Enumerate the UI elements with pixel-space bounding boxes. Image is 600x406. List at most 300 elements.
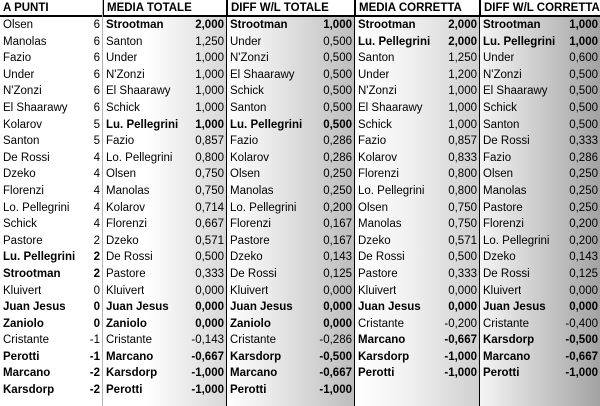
table-row [480, 349, 600, 366]
table-row [227, 133, 354, 150]
player-name: Schick [3, 218, 37, 231]
table-row [480, 233, 600, 250]
player-value: -0,667 [319, 367, 352, 380]
player-name: Dzeko [106, 234, 139, 247]
player-value: 0,800 [448, 168, 477, 181]
player-value: 0,800 [448, 184, 477, 197]
table-row [227, 249, 354, 266]
player-value: -0,286 [319, 334, 352, 347]
player-value: 0,000 [448, 284, 477, 297]
player-name: Santon [358, 52, 395, 65]
player-value: -1,000 [444, 350, 477, 363]
player-value: 0,500 [323, 85, 352, 98]
player-name: Olsen [483, 168, 514, 181]
player-value: 0 [93, 284, 100, 297]
table-row [0, 233, 102, 250]
player-value: -0,667 [444, 334, 477, 347]
table-row [103, 299, 226, 316]
player-name: Under [483, 52, 515, 65]
player-value: 0,500 [448, 251, 477, 264]
table-row [0, 216, 102, 233]
player-name: Strootman [3, 267, 61, 280]
table-row [103, 365, 226, 382]
player-name: Under [230, 35, 262, 48]
player-name: Karsdorp [106, 367, 158, 380]
player-name: Perotti [483, 367, 520, 380]
player-value: -1,000 [565, 367, 598, 380]
table-row [480, 50, 600, 67]
player-value: 0,143 [323, 251, 352, 264]
player-name: Under [358, 68, 390, 81]
player-name: Manolas [358, 218, 402, 231]
player-value: 0,857 [195, 135, 224, 148]
player-name: Schick [358, 118, 392, 131]
player-value: 0,667 [195, 218, 224, 231]
player-name: Cristante [230, 334, 277, 347]
player-value: -0,200 [444, 317, 477, 330]
player-value: 0 [93, 301, 100, 314]
player-name: El Shaarawy [3, 101, 68, 114]
player-value: 2,000 [195, 19, 224, 31]
player-name: Pastore [106, 267, 146, 280]
player-value: 2 [93, 251, 100, 264]
table-row [227, 233, 354, 250]
player-value: 0,000 [569, 301, 598, 314]
player-name: Santon [3, 135, 40, 148]
player-name: De Rossi [3, 151, 50, 164]
column-body [227, 17, 354, 406]
player-name: Juan Jesus [483, 301, 546, 314]
player-name: El Shaarawy [230, 68, 295, 81]
table-row [227, 283, 354, 300]
player-value: 0,250 [569, 168, 598, 181]
table-row [355, 332, 479, 349]
table-row [103, 133, 226, 150]
player-value: -0,667 [191, 350, 224, 363]
player-value: -2 [89, 384, 100, 397]
table-row [355, 200, 479, 217]
table-row [355, 216, 479, 233]
player-value: 0,333 [195, 267, 224, 280]
player-name: El Shaarawy [483, 85, 548, 98]
player-value: 0,200 [569, 218, 598, 231]
player-value: 0,250 [569, 184, 598, 197]
player-name: N'Zonzi [358, 85, 397, 98]
player-value: 6 [93, 52, 100, 65]
player-name: Olsen [358, 201, 389, 214]
player-value: 0,500 [569, 85, 598, 98]
table-row [355, 117, 479, 134]
player-name: Fazio [230, 135, 259, 148]
player-name: Lu. Pellegrini [106, 118, 179, 131]
player-value: 4 [93, 151, 100, 164]
player-value: 0,200 [569, 234, 598, 247]
player-name: Marcano [3, 367, 51, 380]
table-row [355, 67, 479, 84]
player-name: Lu. Pellegrini [358, 35, 431, 48]
table-row [355, 166, 479, 183]
player-name: Perotti [230, 384, 267, 397]
player-value: 0,200 [323, 201, 352, 214]
table-row [227, 216, 354, 233]
player-value: 0,833 [448, 151, 477, 164]
table-row [227, 150, 354, 167]
table-row [0, 183, 102, 200]
player-name: De Rossi [483, 135, 530, 148]
table-row [103, 67, 226, 84]
table-row [355, 249, 479, 266]
player-name: Cristante [106, 334, 153, 347]
table-row [227, 83, 354, 100]
player-value: 2,000 [448, 19, 477, 31]
player-name: Dzeko [3, 168, 36, 181]
player-value: 0,500 [569, 68, 598, 81]
player-value: 0,500 [569, 118, 598, 131]
player-value: 4 [93, 184, 100, 197]
player-name: Florenzi [3, 184, 44, 197]
player-name: Kolarov [358, 151, 397, 164]
player-value: 1,200 [448, 68, 477, 81]
player-name: Kluivert [230, 284, 269, 297]
player-value: 0,333 [448, 267, 477, 280]
player-value: 0,750 [195, 184, 224, 197]
player-value: 0,167 [323, 218, 352, 231]
player-value: 0,000 [569, 284, 598, 297]
player-value: 0,000 [448, 301, 477, 314]
player-name: Cristante [483, 317, 530, 330]
player-name: Olsen [106, 168, 137, 181]
table-row [227, 100, 354, 117]
player-name: El Shaarawy [106, 85, 171, 98]
table-row [0, 67, 102, 84]
column-body [0, 17, 102, 406]
player-name: De Rossi [483, 267, 530, 280]
player-value: -1,000 [444, 367, 477, 380]
player-value: -0,400 [565, 317, 598, 330]
player-name: Florenzi [106, 218, 147, 231]
player-name: Pastore [483, 201, 523, 214]
column-media-totale [103, 0, 227, 406]
table-row [0, 50, 102, 67]
player-value: 0,000 [195, 317, 224, 330]
table-row [355, 83, 479, 100]
column-body [480, 17, 600, 406]
player-name: N'Zonzi [230, 52, 269, 65]
player-name: De Rossi [106, 251, 153, 264]
table-row [355, 349, 479, 366]
table-row [103, 117, 226, 134]
player-name: Kolarov [3, 118, 42, 131]
table-row [103, 316, 226, 333]
table-row [0, 299, 102, 316]
player-value: 0,000 [195, 301, 224, 314]
player-name: Lo. Pellegrini [106, 151, 173, 164]
table-row [103, 249, 226, 266]
table-row [227, 183, 354, 200]
player-value: 0,571 [195, 234, 224, 247]
player-name: Zaniolo [230, 317, 271, 330]
player-name: Schick [230, 85, 264, 98]
column-header: MEDIA TOTALE [103, 0, 226, 17]
table-row [480, 117, 600, 134]
player-value: 1,000 [323, 19, 352, 31]
player-value: 0,000 [323, 317, 352, 330]
table-row [0, 283, 102, 300]
player-value: 0,000 [323, 301, 352, 314]
player-value: -1 [89, 334, 100, 347]
player-name: Lo. Pellegrini [358, 184, 425, 197]
player-name: Juan Jesus [106, 301, 169, 314]
player-value: 6 [93, 101, 100, 114]
table-row [355, 316, 479, 333]
table-row [103, 349, 226, 366]
table-row [227, 34, 354, 51]
player-value: 6 [93, 35, 100, 48]
player-name: Karsdorp [230, 350, 282, 363]
table-row [0, 316, 102, 333]
table-row [103, 17, 226, 34]
player-name: Fazio [106, 135, 135, 148]
player-value: 0,250 [323, 168, 352, 181]
table-row [103, 283, 226, 300]
table-row [0, 133, 102, 150]
player-name: Perotti [358, 367, 395, 380]
player-name: N'Zonzi [3, 85, 42, 98]
table-row [227, 200, 354, 217]
player-name: Cristante [358, 317, 405, 330]
column-header: DIFF W/L CORRETTA [480, 0, 600, 17]
player-name: Kluivert [358, 284, 397, 297]
player-name: Juan Jesus [230, 301, 293, 314]
player-name: Schick [483, 101, 517, 114]
player-value: 0,500 [323, 101, 352, 114]
table-row [480, 200, 600, 217]
player-value: 1,250 [448, 52, 477, 65]
player-name: Under [106, 52, 138, 65]
table-row [0, 200, 102, 217]
table-row [227, 50, 354, 67]
player-value: 0,714 [195, 201, 224, 214]
player-value: 6 [93, 68, 100, 81]
player-name: Kluivert [483, 284, 522, 297]
table-row [103, 50, 226, 67]
table-row [0, 34, 102, 51]
player-value: 0,800 [195, 151, 224, 164]
player-name: Zaniolo [3, 317, 44, 330]
table-row [355, 266, 479, 283]
player-name: Strootman [483, 19, 541, 31]
player-name: Santon [483, 118, 520, 131]
table-row [480, 249, 600, 266]
player-value: 0,750 [448, 201, 477, 214]
player-name: Marcano [106, 350, 154, 363]
table-row [0, 382, 102, 399]
player-name: Karsdorp [358, 350, 410, 363]
player-name: Perotti [106, 384, 143, 397]
player-name: Marcano [358, 334, 406, 347]
table-row [355, 133, 479, 150]
player-name: Santon [230, 101, 267, 114]
table-row [355, 283, 479, 300]
column-body [103, 17, 226, 406]
player-value: 1,000 [195, 68, 224, 81]
table-row [103, 200, 226, 217]
player-value: 6 [93, 85, 100, 98]
table-row [227, 117, 354, 134]
column-diff-wl-corretta [480, 0, 600, 406]
player-name: Zaniolo [106, 317, 147, 330]
player-value: 0,250 [569, 201, 598, 214]
player-value: 0,571 [448, 234, 477, 247]
table-row [0, 249, 102, 266]
player-name: Karsdorp [3, 384, 55, 397]
player-name: Santon [106, 35, 143, 48]
player-value: -0,667 [565, 350, 598, 363]
player-value: 0,500 [323, 52, 352, 65]
table-row [480, 183, 600, 200]
player-value: 0,500 [195, 251, 224, 264]
player-value: 4 [93, 168, 100, 181]
table-row [480, 299, 600, 316]
player-value: 5 [93, 118, 100, 131]
player-name: Lu. Pellegrini [230, 118, 303, 131]
player-name: Juan Jesus [3, 301, 66, 314]
player-name: Manolas [483, 184, 527, 197]
player-name: Fazio [483, 151, 512, 164]
table-row [0, 332, 102, 349]
player-name: Juan Jesus [358, 301, 421, 314]
player-name: Pastore [230, 234, 270, 247]
player-value: 0,286 [323, 135, 352, 148]
table-row [103, 266, 226, 283]
table-row [103, 34, 226, 51]
column-header: MEDIA CORRETTA [355, 0, 479, 17]
table-row [0, 150, 102, 167]
player-value: 0,500 [323, 118, 352, 131]
table-row [0, 17, 102, 34]
table-row [0, 365, 102, 382]
player-value: 0,000 [323, 284, 352, 297]
player-value: -0,143 [191, 334, 224, 347]
player-name: Manolas [230, 184, 274, 197]
player-value: 0,143 [569, 251, 598, 264]
player-value: 1,000 [195, 52, 224, 65]
player-name: Perotti [3, 350, 40, 363]
table-row [227, 67, 354, 84]
table-row [227, 382, 354, 399]
table-row [227, 299, 354, 316]
table-row [355, 50, 479, 67]
player-name: Pastore [358, 267, 398, 280]
player-value: -1,000 [191, 367, 224, 380]
player-value: 0,333 [569, 135, 598, 148]
player-name: Fazio [358, 135, 387, 148]
table-row [0, 117, 102, 134]
column-header: DIFF W/L TOTALE [227, 0, 354, 17]
player-value: 1,000 [195, 118, 224, 131]
player-name: Under [3, 68, 35, 81]
player-name: De Rossi [358, 251, 405, 264]
player-value: 2 [93, 267, 100, 280]
player-name: Karsdorp [483, 334, 535, 347]
player-value: 6 [93, 19, 100, 31]
table-row [355, 17, 479, 34]
player-name: Strootman [106, 19, 164, 31]
table-row [355, 100, 479, 117]
table-row [480, 67, 600, 84]
player-value: 0,000 [195, 284, 224, 297]
player-name: El Shaarawy [358, 101, 423, 114]
table-row [355, 183, 479, 200]
player-value: -0,500 [319, 350, 352, 363]
table-row [0, 100, 102, 117]
player-name: Lo. Pellegrini [230, 201, 297, 214]
player-name: Lo. Pellegrini [3, 201, 70, 214]
player-value: 0,500 [323, 68, 352, 81]
table-row [480, 100, 600, 117]
player-value: 0,125 [323, 267, 352, 280]
table-row [480, 166, 600, 183]
player-name: De Rossi [230, 267, 277, 280]
table-row [480, 133, 600, 150]
table-row [480, 283, 600, 300]
table-row [480, 332, 600, 349]
player-value: 0,286 [569, 151, 598, 164]
player-value: 2,000 [448, 35, 477, 48]
player-value: 2 [93, 234, 100, 247]
player-name: Lu. Pellegrini [3, 251, 76, 264]
player-name: Lu. Pellegrini [483, 35, 556, 48]
player-value: 1,000 [195, 85, 224, 98]
player-value: 0,286 [323, 151, 352, 164]
player-value: -0,500 [565, 334, 598, 347]
player-name: N'Zonzi [106, 68, 145, 81]
player-name: Kolarov [106, 201, 145, 214]
table-row [480, 34, 600, 51]
player-value: 0,750 [448, 218, 477, 231]
player-value: 0,167 [323, 234, 352, 247]
player-name: Kluivert [106, 284, 145, 297]
table-row [355, 365, 479, 382]
table-row [103, 183, 226, 200]
column-a-punti [0, 0, 103, 406]
table-row [227, 266, 354, 283]
player-name: Manolas [3, 35, 47, 48]
player-name: Cristante [3, 334, 50, 347]
player-name: Strootman [230, 19, 288, 31]
player-value: 0,857 [448, 135, 477, 148]
table-row [480, 266, 600, 283]
table-row [355, 150, 479, 167]
column-header: A PUNTI [0, 0, 102, 17]
table-row [480, 150, 600, 167]
player-value: -1,000 [319, 384, 352, 397]
player-value: 4 [93, 218, 100, 231]
table-row [480, 216, 600, 233]
column-body [355, 17, 479, 406]
table-row [227, 349, 354, 366]
player-value: 1,000 [569, 35, 598, 48]
player-name: Schick [106, 101, 140, 114]
player-name: Florenzi [230, 218, 271, 231]
player-value: 1,000 [448, 85, 477, 98]
table-row [480, 83, 600, 100]
player-name: Fazio [3, 52, 32, 65]
player-name: Pastore [3, 234, 43, 247]
table-row [0, 266, 102, 283]
table-row [355, 299, 479, 316]
player-name: Olsen [3, 19, 34, 31]
